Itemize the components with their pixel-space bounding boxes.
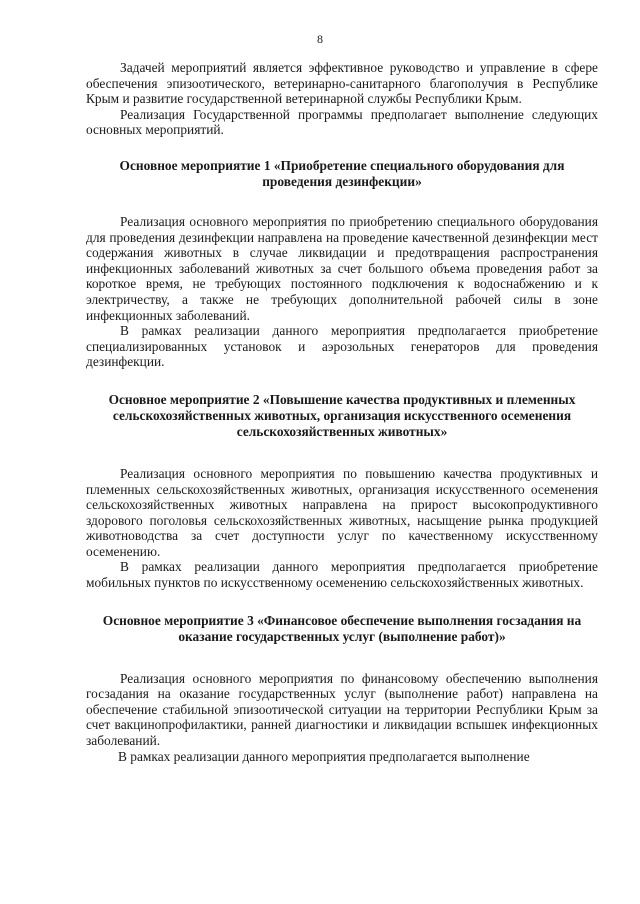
section-2-paragraph: Реализация основного мероприятия по повышению качества продуктивных и племенных сельскохозяйственных животных, организация искусственного осеменения сельскохозяйственных животных направлена на прирост высокопродуктивного здорового поголовья сельскохозяйственных животных, насыщение рынка продукцией животноводства за счет доступности услуг по качественному искусственному осеменению. bbox=[86, 465, 598, 559]
intro-paragraph: Реализация Государственной программы предполагает выполнение следующих основных мероприятий. bbox=[86, 106, 598, 138]
section-2-heading: Основное мероприятие 2 «Повышение качества продуктивных и племенных сельскохозяйственных животных, организация искусственного осеменения сельскохозяйственных животных» bbox=[108, 391, 576, 439]
page-number: 8 bbox=[317, 32, 323, 46]
document-body bbox=[86, 60, 598, 764]
section-1-paragraph: В рамках реализации данного мероприятия предполагается приобретение специализированных установок и аэрозольных генераторов для проведения дезинфекции. bbox=[86, 323, 598, 370]
section-3-heading: Основное мероприятие 3 «Финансовое обеспечение выполнения госзадания на оказание государственных услуг (выполнение работ)» bbox=[102, 612, 582, 644]
intro-paragraph: Задачей мероприятий является эффективное руководство и управление в сфере обеспечения эпизоотического, ветеринарно-санитарного благополучия в Республике Крым и развитие государственной ветеринарной службы Республики Крым. bbox=[86, 60, 598, 107]
section-2-paragraph: В рамках реализации данного мероприятия предполагается приобретение мобильных пунктов по искусственному осеменению сельскохозяйственных животных. bbox=[86, 559, 598, 591]
section-3-paragraph: В рамках реализации данного мероприятия предполагается выполнение bbox=[118, 748, 530, 764]
section-1-heading: Основное мероприятие 1 «Приобретение специального оборудования для проведения дезинфекции» bbox=[119, 157, 565, 189]
section-1-paragraph: Реализация основного мероприятия по приобретению специального оборудования для проведения дезинфекции направлена на проведение качественной дезинфекции мест содержания животных в случае ликвидации и предотвращения распространения инфекционных заболеваний животных за счет большого объема проведения работ за короткое время, не требующих постоянного подключения к водоснабжению и к электричеству, а также не требующих дополнительной рабочей силы в зоне инфекционных заболеваний. bbox=[86, 213, 598, 323]
section-3-paragraph: Реализация основного мероприятия по финансовому обеспечению выполнения госзадания на оказание государственных услуг (выполнение работ) направлена на обеспечение стабильной эпизоотической ситуации на территории Республики Крым за счет вакцинопрофилактики, ранней диагностики и ликвидации вспышек инфекционных заболеваний. bbox=[86, 670, 598, 749]
